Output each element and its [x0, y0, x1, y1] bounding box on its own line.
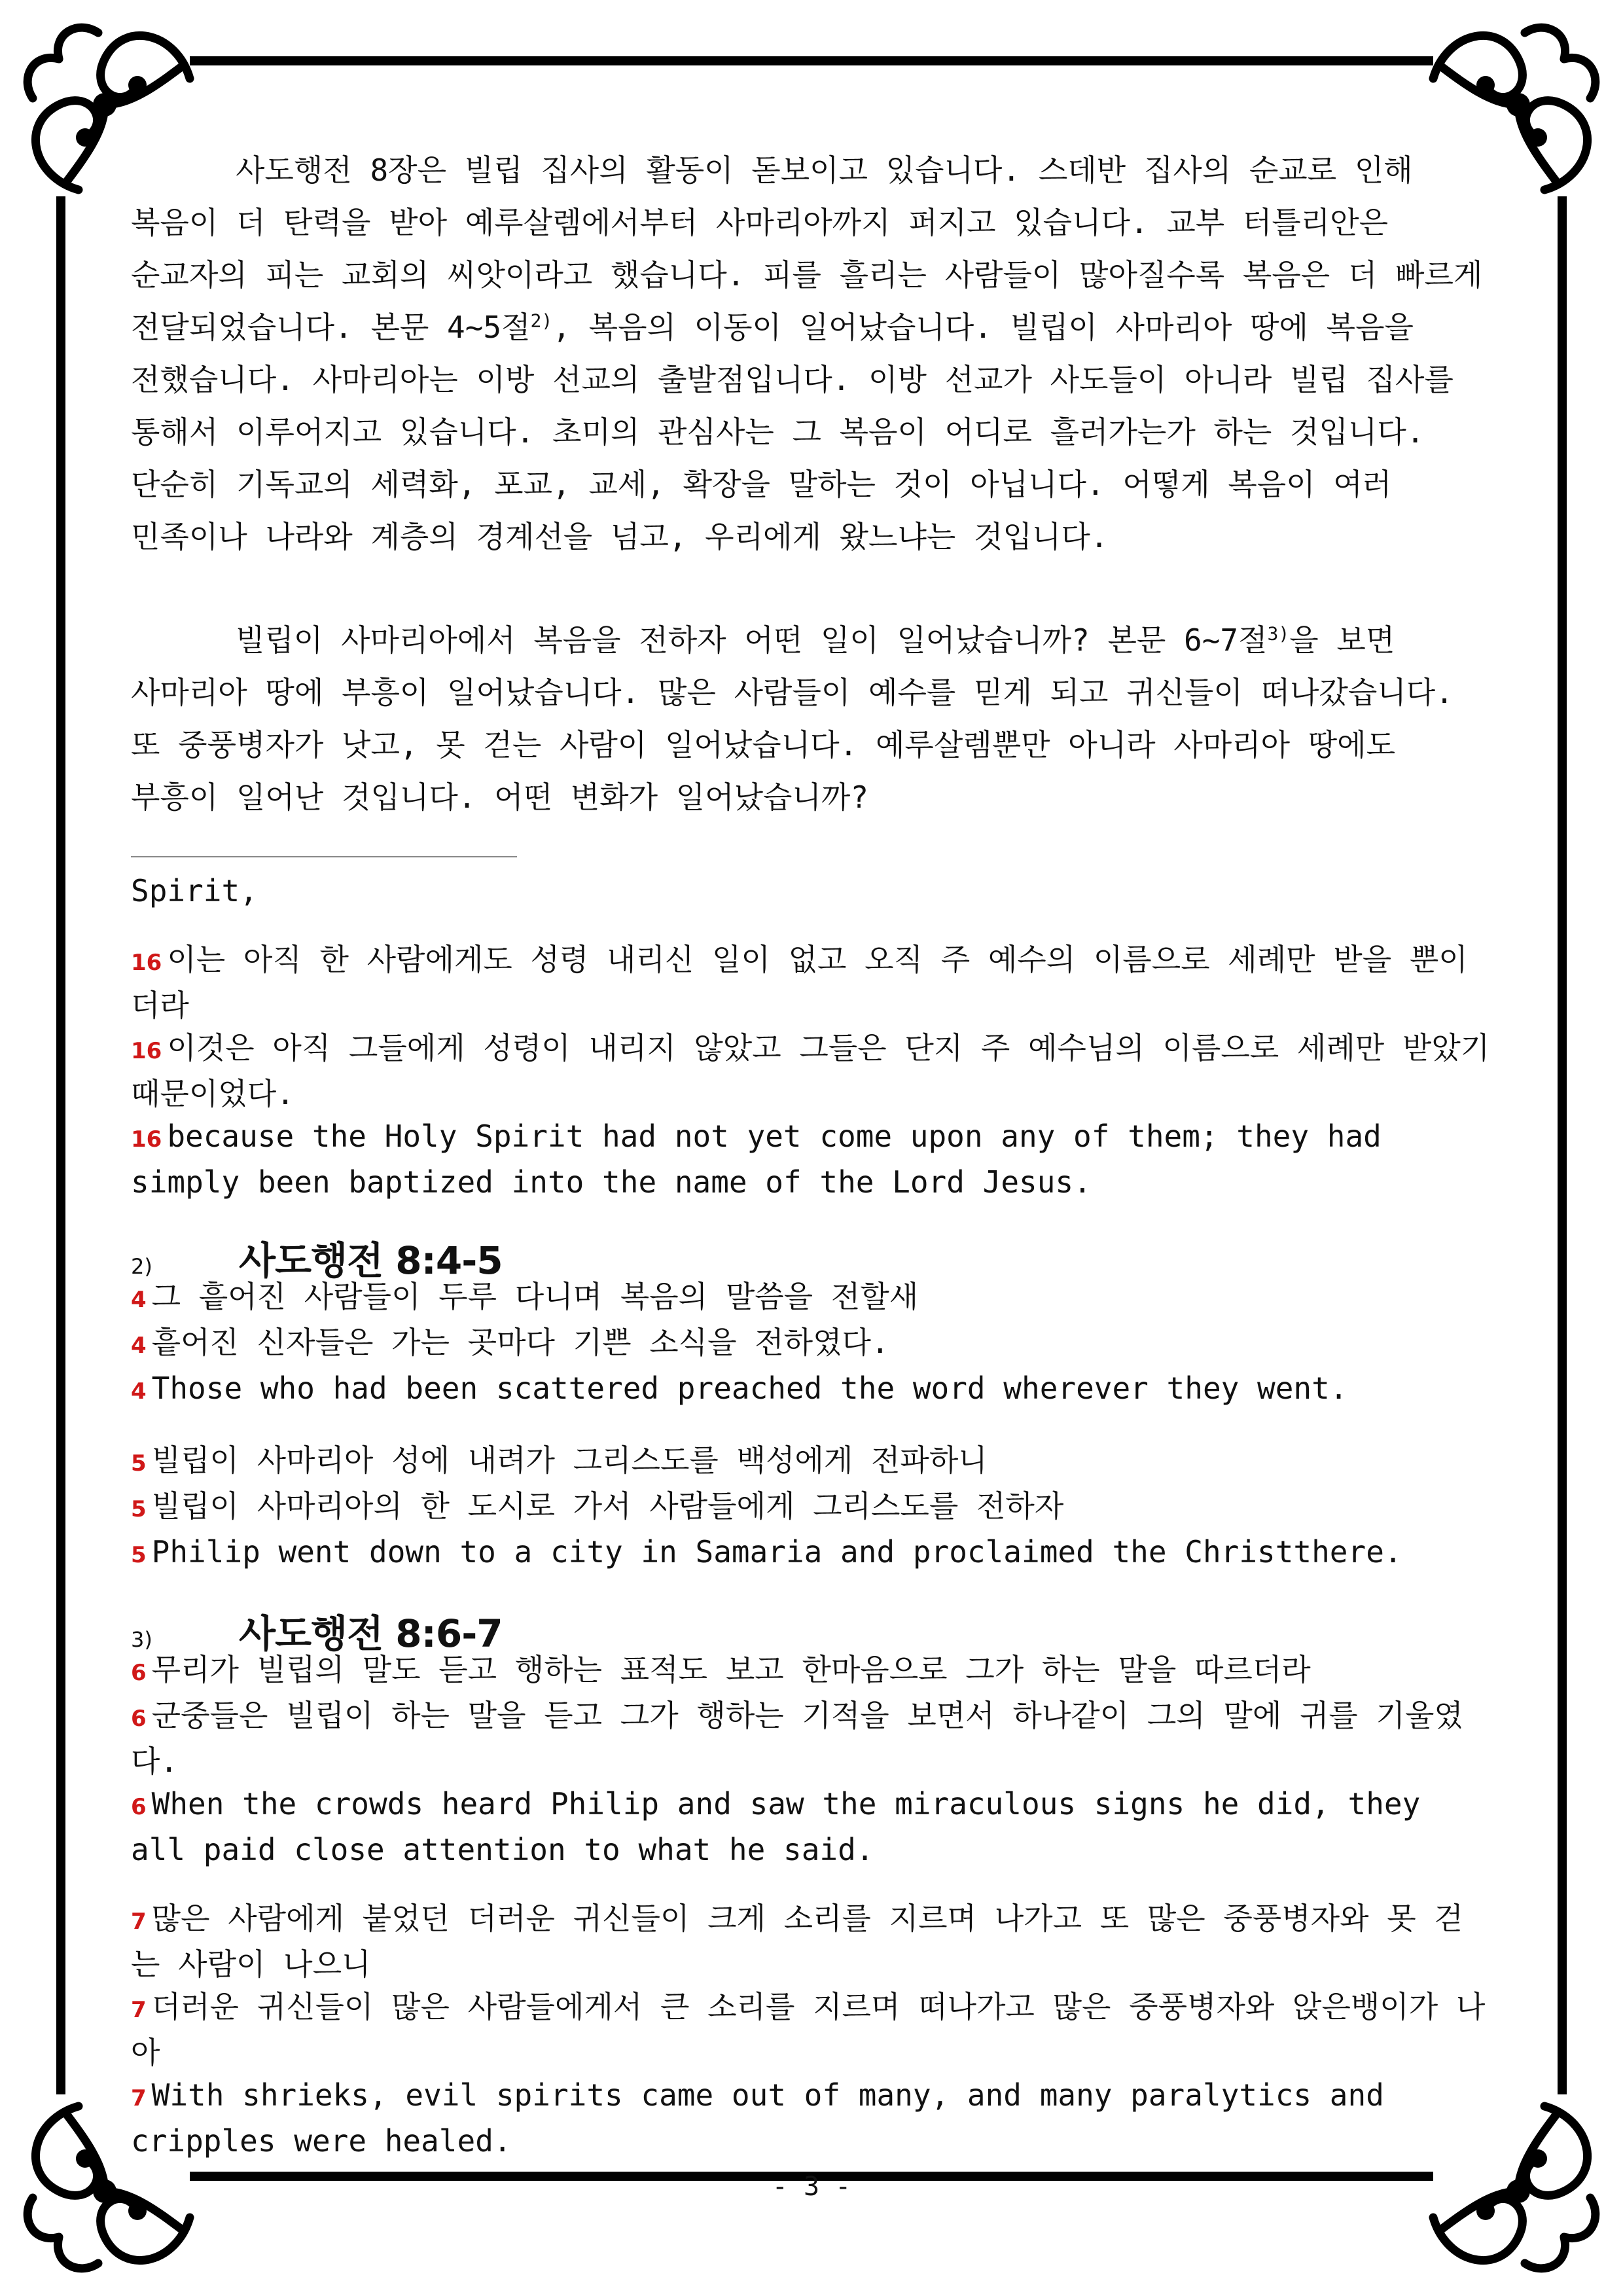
verse-number: 5 [131, 1496, 147, 1522]
footnote-ref-2[interactable]: 2) [530, 310, 553, 332]
verse-number: 7 [131, 1909, 147, 1935]
verse-number: 7 [131, 1997, 147, 2023]
verse-number: 16 [131, 1126, 162, 1153]
body-text: 빌립이 사마리아에서 복음을 전하자 어떤 일이 일어났습니까? 본문 6~7절 [236, 622, 1268, 658]
body-text: 을 보면 사마리아 땅에 부흥이 일어났습니다. 많은 사람들이 예수를 믿게 되고 귀신들이 떠나갔습니다. 또 중풍병자가 낫고, 못 걷는 사람이 일어났습니다. 예루살렘뿐만 아니라 사마리아 땅에도 부흥이 일어난 것입니다. 어떤 변화가 일어났습니까? [131, 622, 1454, 815]
verse-text: Those who had been scattered preached the word wherever they went. [151, 1371, 1348, 1406]
border-right [1558, 196, 1567, 2094]
footnote-mark: 2) [131, 1254, 152, 1279]
footnote-2-heading [131, 1230, 1492, 1283]
footnote-ref-3[interactable]: 3) [1267, 622, 1290, 645]
body-text: 사도행전 8장은 빌립 집사의 활동이 돋보이고 있습니다. 스데반 집사의 순교로 인해 복음이 더 탄력을 받아 예루살렘에서부터 사마리아까지 퍼지고 있습니다. 교부 터틀리안은 순교자의 피는 교회의 씨앗이라고 했습니다. 피를 흘리는 사람들이 많아질수록 복음은 더 빠르게 전달되었습니다. 본문 4~5절 [131, 152, 1483, 345]
body-paragraph-2 [131, 614, 1492, 823]
footnote-2-verse-5 [131, 1439, 1492, 1577]
verse-text: 빌립이 사마리아 성에 내려가 그리스도를 백성에게 전파하니 [151, 1443, 988, 1478]
verse-text: When the crowds heard Philip and saw the miraculous signs he did, they all paid close attention to what he said. [131, 1786, 1421, 1867]
verse-number: 6 [131, 1706, 147, 1732]
verse-line [131, 1276, 1492, 1321]
verse-text: 빌립이 사마리아의 한 도시로 가서 사람들에게 그리스도를 전하자 [151, 1488, 1064, 1524]
verse-line [131, 1649, 1492, 1695]
verse-line [131, 1986, 1492, 2074]
footnote-continuation: Spirit, [131, 873, 258, 908]
verse-line [131, 2074, 1492, 2162]
verse-line [131, 939, 1492, 1027]
footnote-1-verses [131, 939, 1492, 1204]
verse-text: Philip went down to a city in Samaria and proclaimed the Christthere. [151, 1534, 1402, 1570]
verse-line [131, 1367, 1492, 1413]
verse-text: 무리가 빌립의 말도 듣고 행하는 표적도 보고 한마음으로 그가 하는 말을 따르더라 [151, 1652, 1311, 1687]
verse-number: 4 [131, 1378, 147, 1405]
page-content [131, 144, 1492, 2189]
footnote-3-heading [131, 1603, 1492, 1656]
border-left [56, 196, 65, 2094]
footnote-mark: 3) [131, 1627, 152, 1652]
verse-number: 5 [131, 1542, 147, 1568]
verse-line [131, 1485, 1492, 1531]
verse-line [131, 1321, 1492, 1367]
verse-number: 16 [131, 950, 162, 976]
footnote-separator [131, 856, 517, 857]
border-top [190, 56, 1433, 65]
verse-text: 이는 아직 한 사람에게도 성령 내리신 일이 없고 오직 주 예수의 이름으로 세례만 받을 뿐이더라 [131, 942, 1468, 1023]
verse-line [131, 1783, 1492, 1871]
verse-line [131, 1531, 1492, 1577]
verse-text: because the Holy Spirit had not yet come upon any of them; they had simply been baptized into the name of the Lord Jesus. [131, 1119, 1382, 1200]
verse-text: 그 흩어진 사람들이 두루 다니며 복음의 말씀을 전할새 [151, 1279, 919, 1314]
verse-text: 많은 사람에게 붙었던 더러운 귀신들이 크게 소리를 지르며 나가고 또 많은 중풍병자와 못 걷는 사람이 나으니 [131, 1901, 1463, 1982]
verse-number: 4 [131, 1333, 147, 1359]
verse-text: 군중들은 빌립이 하는 말을 듣고 그가 행하는 기적을 보면서 하나같이 그의 말에 귀를 기울였다. [131, 1698, 1463, 1779]
footnote-3-verse-6 [131, 1649, 1492, 1871]
verse-line [131, 1115, 1492, 1204]
page-number: - 3 - [772, 2172, 851, 2202]
verse-number: 6 [131, 1794, 147, 1820]
footnote-3-verse-7 [131, 1897, 1492, 2162]
verse-text: 이것은 아직 그들에게 성령이 내리지 않았고 그들은 단지 주 예수님의 이름으로 세례만 받았기 때문이었다. [131, 1030, 1490, 1111]
verse-line [131, 1027, 1492, 1115]
verse-text: 더러운 귀신들이 많은 사람들에게서 큰 소리를 지르며 떠나가고 많은 중풍병자와 앉은뱅이가 나아 [131, 1989, 1486, 2070]
verse-number: 5 [131, 1450, 147, 1477]
body-paragraph-1 [131, 144, 1492, 563]
verse-number: 4 [131, 1287, 147, 1313]
verse-line [131, 1897, 1492, 1986]
verse-line [131, 1695, 1492, 1783]
body-text: , 복음의 이동이 일어났습니다. 빌립이 사마리아 땅에 복음을 전했습니다. 사마리아는 이방 선교의 출발점입니다. 이방 선교가 사도들이 아니라 빌립 집사를 통해서 이루어지고 있습니다. 초미의 관심사는 그 복음이 어디로 흘러가는가 하는 것입니다. 단순히 기독교의 세력화, 포교, 교세, 확장을 말하는 것이 아닙니다. 어떻게 복음이 여러 민족이나 나라와 계층의 경계선을 넘고, 우리에게 왔느냐는 것입니다. [131, 310, 1454, 554]
verse-number: 7 [131, 2085, 147, 2111]
verse-line [131, 1439, 1492, 1485]
verse-text: 흩어진 신자들은 가는 곳마다 기쁜 소식을 전하였다. [151, 1325, 889, 1360]
verse-number: 16 [131, 1038, 162, 1064]
footnote-title: 사도행전 8:6-7 [239, 1611, 503, 1656]
verse-number: 6 [131, 1660, 147, 1686]
footnote-2-verse-4 [131, 1276, 1492, 1413]
verse-text: With shrieks, evil spirits came out of many, and many paralytics and cripples were healed. [131, 2077, 1384, 2159]
footnote-title: 사도행전 8:4-5 [239, 1238, 503, 1283]
